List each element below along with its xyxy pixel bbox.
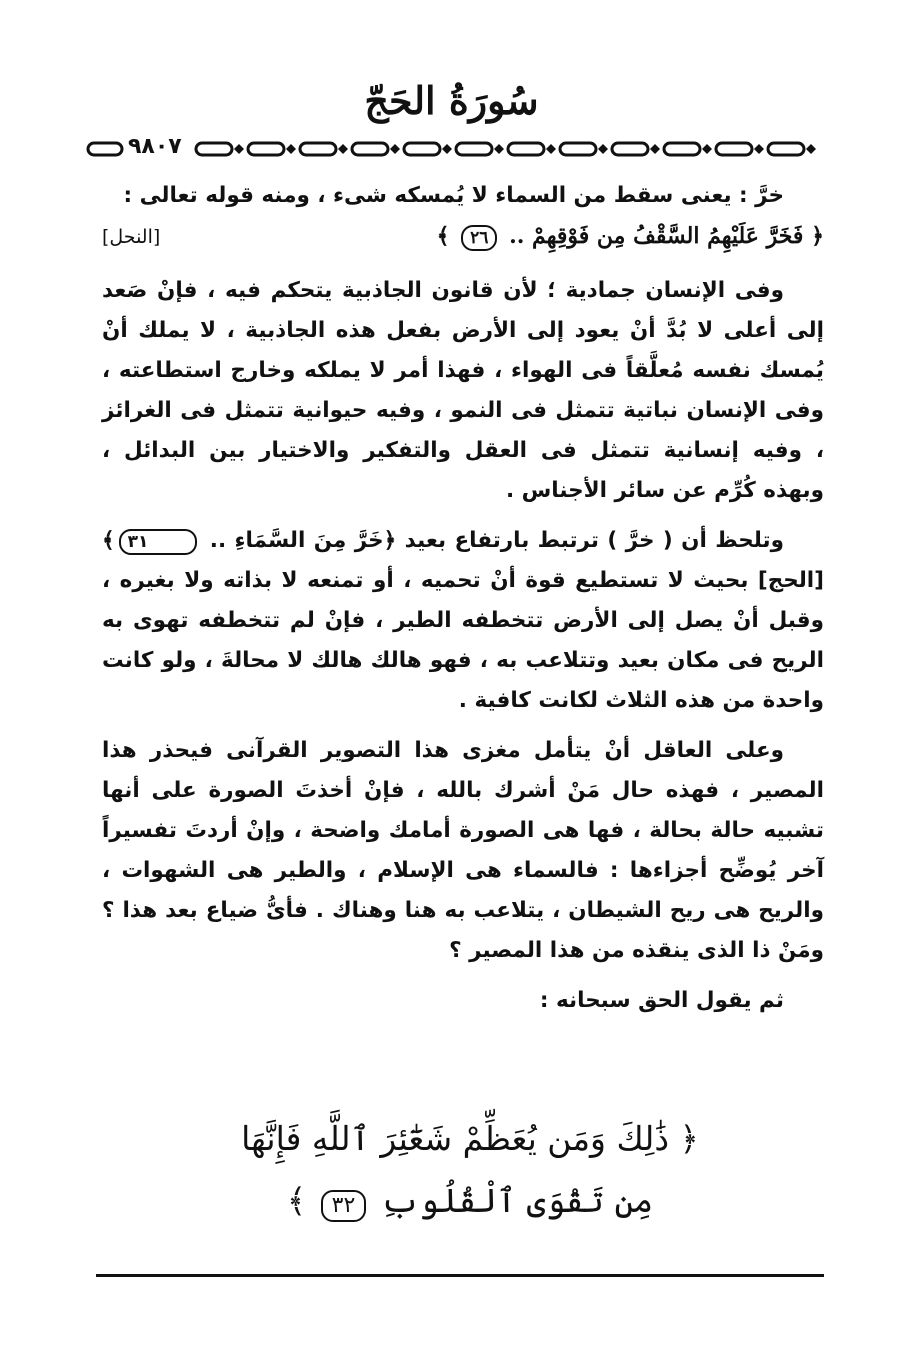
paragraph-3 xyxy=(102,521,824,721)
verse-text: مِن تَقْوَى ٱلْقُلُوبِ xyxy=(380,1181,654,1220)
verse-text: ذَٰلِكَ وَمَن يُعَظِّمْ شَعَٰٓئِرَ ٱللَّهِ فَإِنَّهَا xyxy=(241,1119,670,1158)
verse-open-bracket: ﴿ xyxy=(811,223,824,249)
ayah-number: ٣١ xyxy=(119,529,198,555)
verse-close-bracket: ﴾ xyxy=(102,528,115,553)
paragraph-2: وفى الإنسان جمادية ؛ لأن قانون الجاذبية يتحكم فيه ، فإنْ صَعد إلى أعلى لا بُدَّ أنْ يعود إلى الأرض بفعل هذه الجاذبية ، لا يملك أنْ يُمسك نفسه مُعلَّقاً فى الهواء ، فهذا أمر لا يملكه وخارج استطاعته ، وفى الإنسان نباتية تتمثل فى النمو ، وفيه حيوانية تتمثل فى الغرائز ، وفيه إنسانية تتمثل فى العقل والتفكير والاختيار بين البدائل ، وبهذه كُرِّم عن سائر الأجناس . xyxy=(102,278,824,503)
paragraph-3-body: [الحج] بحيث لا تستطيع قوة أنْ تحميه ، أو تمنعه لا بذاته ولا بغيره ، وقبل أنْ يصل إلى الأرض تتخطفه الطير ، فإنْ لم تتخطفه تهوى به الريح فى مكان بعيد وتتلاعب به ، فهو هالك هالك لا محالةَ ، ولو كانت واحدة من هذه الثلاث لكانت كافية . xyxy=(102,568,824,713)
ayah-number: ٢٦ xyxy=(461,225,497,251)
ayah-number: ٣٢ xyxy=(321,1190,367,1222)
quoted-verse xyxy=(437,216,824,256)
page-number: ٩٨٠٧ xyxy=(128,134,182,159)
surah-title: سُورَةُ الحَجّ xyxy=(364,78,539,123)
paragraph-1: خرَّ : يعنى سقط من السماء لا يُمسكه شىء ، ومنه قوله تعالى : xyxy=(123,183,784,208)
verse-close-bracket: ﴾ xyxy=(286,1181,307,1220)
surah-reference: [النحل] xyxy=(102,226,161,248)
ornament-chain-icon xyxy=(86,138,846,160)
verse-close-bracket: ﴾ xyxy=(436,223,450,249)
verse-open-bracket: ﴿ xyxy=(383,528,397,553)
featured-verse xyxy=(230,1108,710,1232)
header-ornament-border xyxy=(86,138,846,160)
paragraph-4: وعلى العاقل أنْ يتأمل مغزى هذا التصوير القرآنى فيحذر هذا المصير ، فهذه حال مَنْ أشرك بالله ، فإنْ أخذتَ الصورة على أنها تشبيه حالة بحالة ، فها هى الصورة أمامك واضحة ، وإنْ أردتَ تفسيراً آخر يُوضِّح أجزاءها : فالسماء هى الإسلام ، والطير هى الشهوات ، والريح هى ريح الشيطان ، يتلاعب به هنا وهناك . فأىُّ ضياع بعد هذا ؟ ومَنْ ذا الذى ينقذه من هذا المصير ؟ xyxy=(102,738,824,963)
verse-text: فَخَرَّ عَلَيْهِمُ السَّقْفُ مِن فَوْقِهِمْ .. xyxy=(509,223,804,249)
footer-rule xyxy=(96,1274,824,1277)
quoted-verse-line xyxy=(102,216,824,257)
paragraph-5: ثم يقول الحق سبحانه : xyxy=(539,988,784,1013)
page-body xyxy=(102,176,824,1031)
paragraph-3-intro: وتلحظ أن ( خرَّ ) ترتبط بارتفاع بعيد xyxy=(404,528,784,553)
verse-open-bracket: ﴿ xyxy=(679,1119,699,1158)
verse-text: خَرَّ مِنَ السَّمَاءِ .. xyxy=(209,528,384,553)
featured-verse-line-2 xyxy=(230,1170,710,1232)
featured-verse-line-1 xyxy=(230,1108,710,1170)
